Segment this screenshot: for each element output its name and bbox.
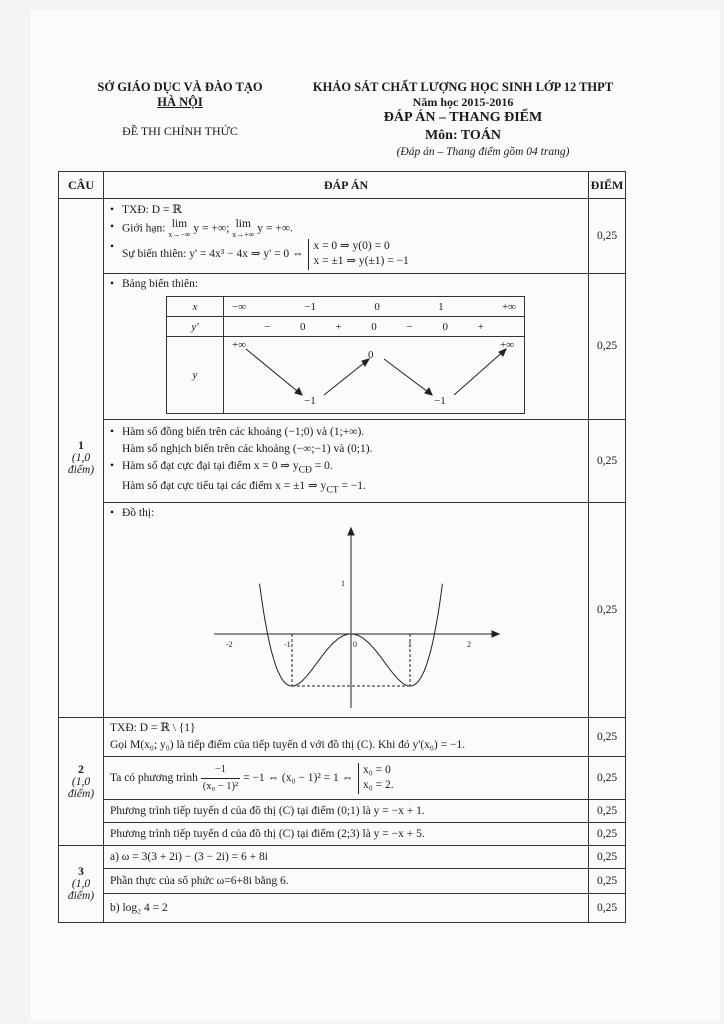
- table-row: Phương trình tiếp tuyến d của đồ thị (C) tại điểm (0;1) là y = −x + 1. 0,25: [59, 800, 626, 823]
- page-note: (Đáp án – Thang điểm gồm 04 trang): [396, 146, 570, 158]
- q1-score-3: 0,25: [589, 419, 626, 502]
- q1-number: 1: [78, 439, 84, 452]
- q1-number-cell: [59, 199, 104, 718]
- q1-score-a: (1,0: [71, 451, 91, 464]
- svg-text:1: 1: [408, 639, 412, 649]
- x-axis-arrow: [492, 631, 499, 637]
- table-row: 3 (1,0 điểm) a) ω = 3(3 + 2i) − (3 − 2i) = 6 + 8i 0,25: [59, 846, 626, 869]
- q1-score-4: 0,25: [589, 502, 626, 717]
- q1-bbt-label: • Bảng biến thiên:: [110, 276, 582, 293]
- y-axis-arrow: [348, 528, 354, 535]
- answer-table: [58, 171, 626, 923]
- header-right: [298, 80, 628, 158]
- variation-arrows: [224, 337, 524, 407]
- svg-text:2: 2: [467, 639, 471, 649]
- svg-text:-2: -2: [226, 639, 233, 649]
- variation-table: x −∞ −1 0 1 +∞ y' − 0 + 0 − 0 + y +∞ 0 +∞ −1 −1: [166, 296, 525, 414]
- exam-type: ĐỀ THI CHÍNH THỨC: [122, 124, 238, 138]
- svg-text:1: 1: [341, 578, 345, 588]
- q1-score-2: 0,25: [589, 274, 626, 420]
- q1-part2: [104, 274, 589, 420]
- table-row: [59, 274, 626, 420]
- q1-derivative: • Sự biến thiên: y' = 4x³ − 4x ⇒ y' = 0 ⇔ x = 0 ⇒ y(0) = 0 x = ±1 ⇒ y(±1) = −1: [110, 239, 582, 270]
- q1-part4: [104, 502, 589, 717]
- table-row: Ta có phương trình $\frac{-1}{\text{(x₀ − 1)²}}$ = −1 ⇔ (x₀ − 1)² = 1 ⇔ x₀ = 0 x₀ = 2. 0,25: [59, 757, 626, 800]
- svg-text:-1: -1: [284, 639, 291, 649]
- q1-part3: • Hàm số đồng biến trên các khoảng (−1;0) và (1;+∞). Hàm số nghịch biến trên các khoảng (−∞;−1) và (0;1). • Hàm số đạt cực đại tại điểm x = 0 ⇒ $y_{CĐ} = 0$. Hàm số đạt cực tiểu tại các điểm x = ±1 ⇒ $y_{CT} = -1$.: [104, 419, 589, 502]
- table-header-row: [59, 172, 626, 199]
- col-dapan: ĐÁP ÁN: [104, 172, 589, 199]
- function-graph: [204, 523, 504, 713]
- q1-limits: • Giới hạn: lim x→−∞ y = +∞; lim x→+∞ y = +∞.: [110, 219, 582, 239]
- table-row: b) log₂ 4 = 2 0,25: [59, 894, 626, 923]
- city-name: HÀ NỘI: [157, 95, 203, 109]
- table-row: [59, 419, 626, 502]
- col-cau: CÂU: [59, 172, 104, 199]
- graph-label: • Đồ thị:: [110, 505, 582, 522]
- svg-text:0: 0: [353, 639, 357, 649]
- col-diem: ĐIỂM: [589, 172, 626, 199]
- table-row: [59, 502, 626, 717]
- q1-txd: • TXĐ: D = ℝ: [110, 202, 582, 219]
- q1-part1: [104, 199, 589, 274]
- school-year: Năm học 2015-2016: [412, 95, 514, 109]
- table-row: Phần thực của số phức ω=6+8i bằng 6. 0,25: [59, 869, 626, 894]
- table-row: Phương trình tiếp tuyến d của đồ thị (C) tại điểm (2;3) là y = −x + 5. 0,25: [59, 823, 626, 846]
- header-left: [80, 80, 280, 139]
- answer-title: ĐÁP ÁN – THANG ĐIỂM: [383, 110, 543, 125]
- table-row: [59, 199, 626, 274]
- exam-title: KHẢO SÁT CHẤT LƯỢNG HỌC SINH LỚP 12 THPT: [312, 80, 614, 94]
- q1-score-1: 0,25: [589, 199, 626, 274]
- q1-score-b: điểm): [67, 463, 95, 476]
- q2-number-cell: 2 (1,0 điểm): [59, 717, 104, 846]
- table-row: 2 (1,0 điểm) TXĐ: D = ℝ \ {1} Gọi M(x₀; y₀) là tiếp điểm của tiếp tuyến d với đồ thị (C). Khi đó y'(x₀) = −1. 0,25: [59, 717, 626, 757]
- department-name: SỞ GIÁO DỤC VÀ ĐÀO TẠO: [97, 80, 263, 94]
- subject: Môn: TOÁN: [424, 128, 502, 143]
- q3-number-cell: 3 (1,0 điểm): [59, 846, 104, 923]
